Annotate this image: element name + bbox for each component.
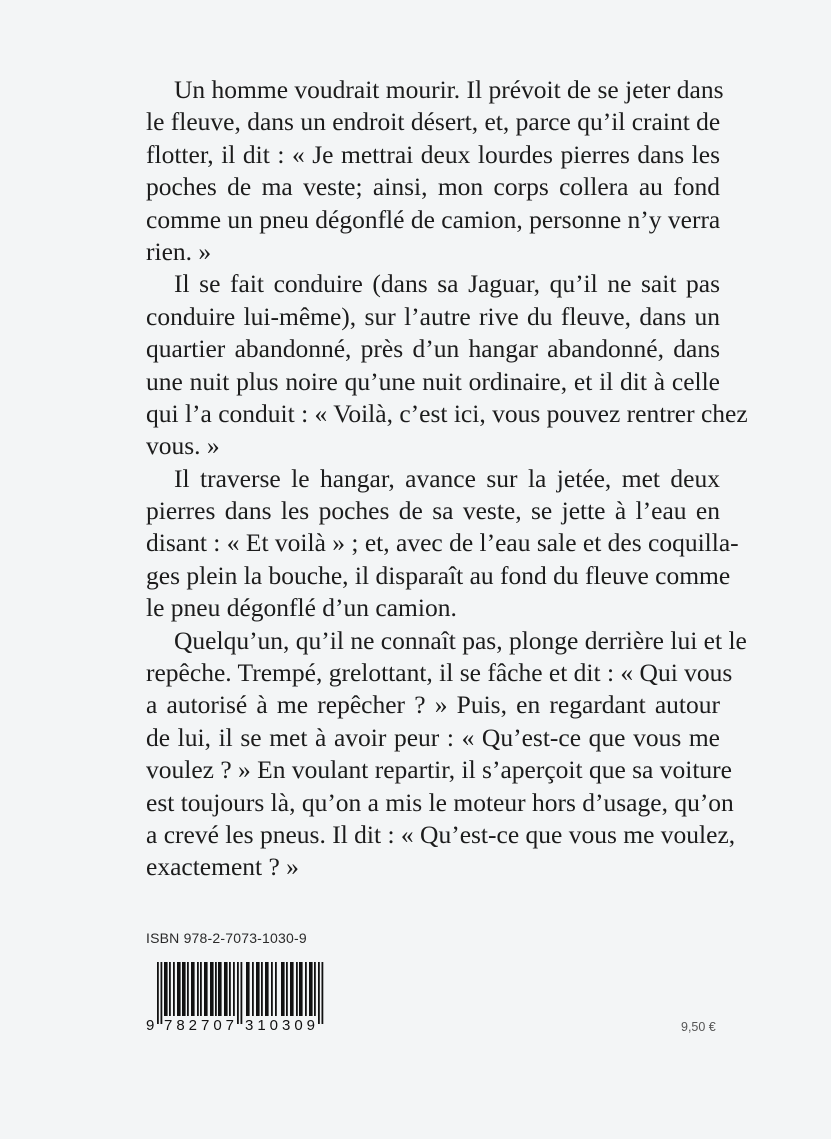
text-line: quartier abandonné, près d’un hangar abandonné, dans [146, 334, 720, 364]
text-line: voulez ? » En voulant repartir, il s’aperçoit que sa voiture [146, 755, 732, 785]
text-line: Quelqu’un, qu’il ne connaît pas, plonge derrière lui et le [174, 625, 747, 655]
barcode [146, 962, 336, 1034]
paragraph-4 [146, 625, 747, 884]
text-line: une nuit plus noire qu’une nuit ordinaire, et il dit à celle [146, 366, 720, 396]
text-line: comme un pneu dégonflé de camion, personne n’y verra [146, 204, 721, 234]
text-line: est toujours là, qu’on a mis le moteur hors d’usage, qu’on [146, 787, 734, 817]
text-line: flotter, il dit : « Je mettrai deux lourdes pierres dans les [146, 139, 720, 169]
text-line: rien. » [146, 236, 212, 266]
paragraph-1 [146, 74, 724, 268]
text-line: ges plein la bouche, il disparaît au fond du fleuve comme [146, 560, 731, 590]
text-line: disant : « Et voilà » ; et, avec de l’eau sale et des coquilla- [146, 528, 739, 558]
text-line: a crevé les pneus. Il dit : « Qu’est-ce que vous me voulez, [146, 819, 736, 849]
back-cover-text [146, 74, 748, 884]
text-line: qui l’a conduit : « Voilà, c’est ici, vous pouvez rentrer chez [146, 398, 748, 428]
text-line: Un homme voudrait mourir. Il prévoit de se jeter dans [174, 75, 724, 104]
text-line: Il traverse le hangar, avance sur la jetée, met deux [174, 463, 720, 493]
text-line: a autorisé à me repêcher ? » Puis, en regardant autour [146, 690, 720, 720]
barcode-lead-digit: 9 [146, 1017, 155, 1034]
paragraph-2 [146, 268, 748, 462]
text-line: Il se fait conduire (dans sa Jaguar, qu’il ne sait pas [174, 269, 720, 299]
barcode-icon [146, 962, 336, 1034]
price-label: 9,50 € [681, 1020, 716, 1034]
barcode-right-digits: 310309 [245, 1017, 315, 1034]
text-line: exactement ? » [146, 852, 299, 882]
text-line: le pneu dégonflé d’un camion. [146, 593, 457, 623]
text-line: de lui, il se met à avoir peur : « Qu’est-ce que vous me [146, 722, 720, 752]
barcode-left-digits: 782707 [164, 1017, 234, 1034]
text-line: repêche. Trempé, grelottant, il se fâche et dit : « Qui vous [146, 658, 733, 688]
paragraph-3 [146, 463, 739, 625]
text-line: poches de ma veste; ainsi, mon corps collera au fond [146, 172, 720, 202]
text-line: conduire lui-même), sur l’autre rive du fleuve, dans un [146, 301, 720, 331]
isbn-label: ISBN 978-2-7073-1030-9 [146, 930, 307, 946]
text-line: vous. » [146, 431, 220, 461]
text-line: pierres dans les poches de sa veste, se jette à l’eau en [146, 496, 720, 526]
text-line: le fleuve, dans un endroit désert, et, parce qu’il craint de [146, 107, 721, 137]
